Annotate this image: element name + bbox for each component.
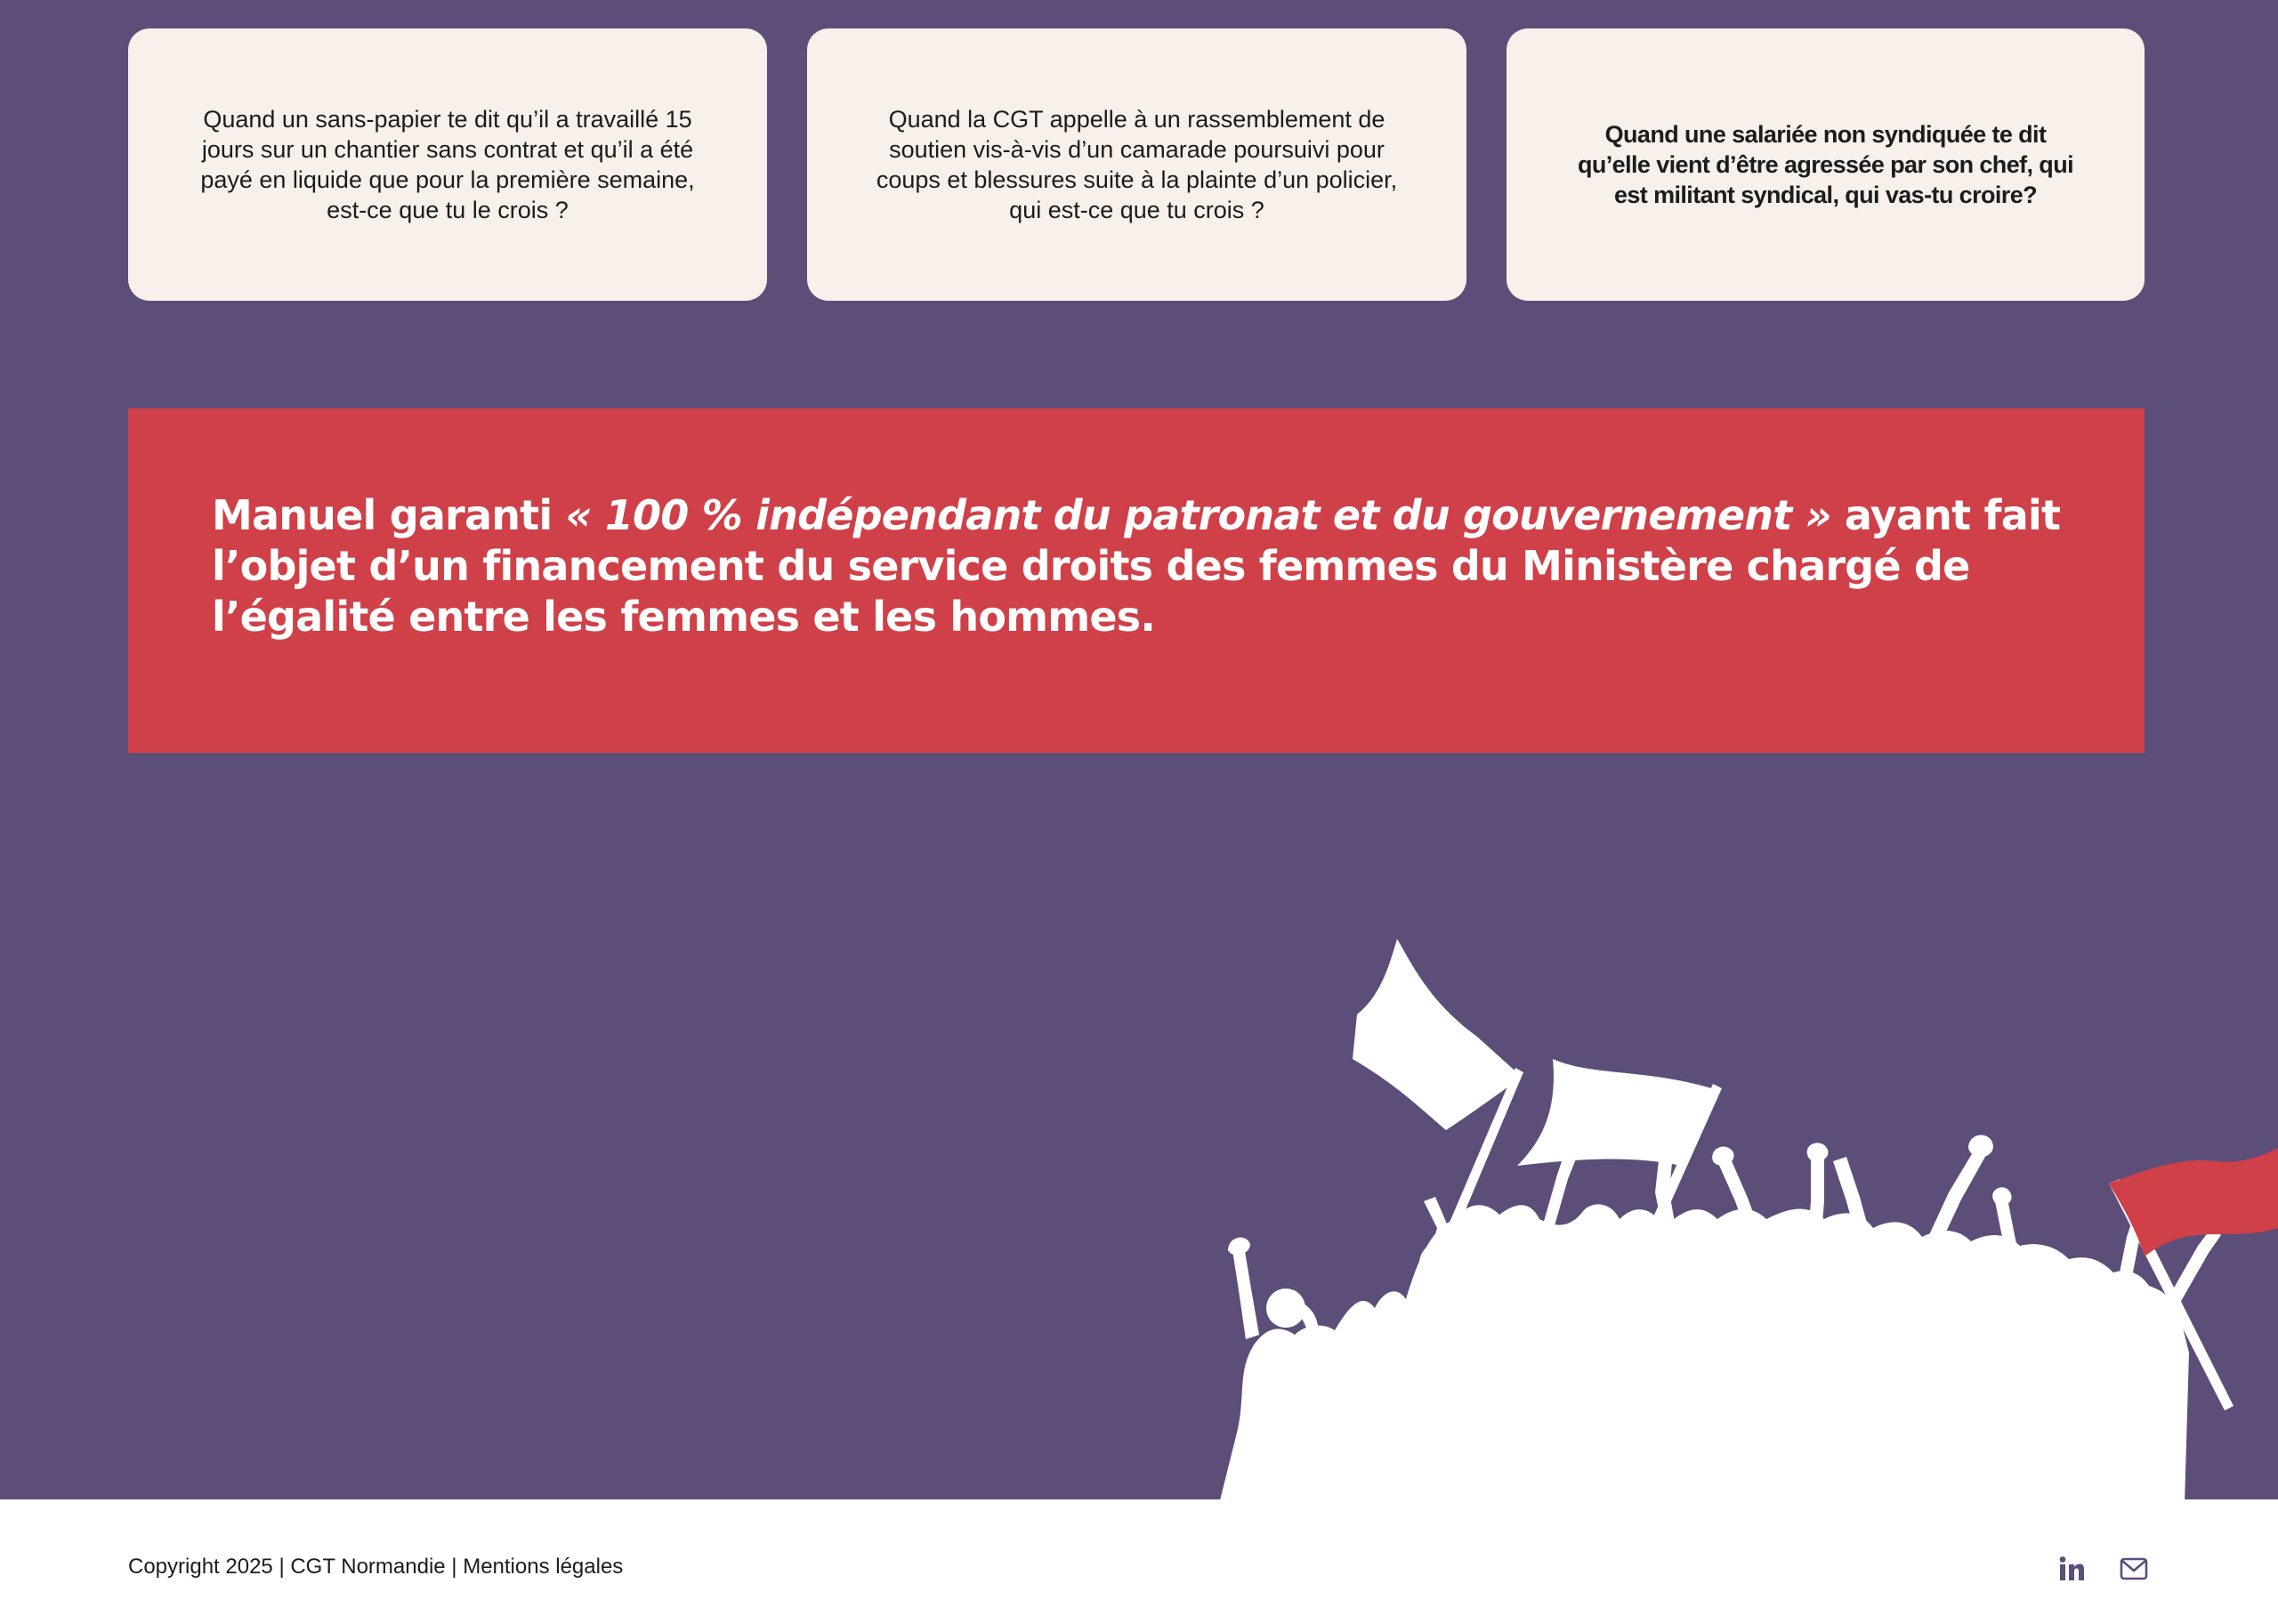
linkedin-link[interactable] — [2054, 1551, 2089, 1587]
white-flag-1 — [1353, 939, 1522, 1130]
linkedin-icon — [2057, 1555, 2086, 1583]
question-card-1 — [128, 28, 767, 301]
funding-banner — [128, 408, 2145, 753]
question-card-3 — [1507, 28, 2145, 301]
question-card-1-text: Quand un sans-papier te dit qu’il a travaillé 15 jours sur un chantier sans contrat et qu’il a été payé en liquide que pour la première semaine, est-ce que tu le crois ? — [200, 106, 695, 223]
mail-link[interactable] — [2116, 1551, 2152, 1587]
question-card-2-text: Quand la CGT appelle à un rassemblement de soutien vis-à-vis d’un camarade poursuivi pour coups et blessures suite à la plainte d’un policier, qui est-ce que tu crois ? — [876, 106, 1398, 223]
copyright-label: Copyright 2025 | CGT Normandie | — [128, 1555, 464, 1579]
banner-suffix: ayant fait l’objet d’un financement du service droits des femmes du Ministère chargé de l’égalité entre les femmes et les hommes. — [212, 491, 2061, 641]
footer — [0, 1499, 2278, 1624]
banner-quote: « 100 % indépendant du patronat et du gouvernement » — [565, 491, 1831, 539]
crowd-silhouette — [1219, 1204, 2189, 1504]
banner-prefix: Manuel garanti — [212, 491, 566, 539]
questions-section — [0, 28, 2278, 301]
mail-icon — [2120, 1557, 2148, 1580]
question-card-3-text: Quand une salariée non syndiquée te dit qu’elle vient d’être agressée par son chef, qui est militant syndical, qui vas-tu croire? — [1578, 121, 2073, 208]
protest-crowd-illustration — [1219, 934, 2278, 1504]
question-card-2 — [807, 28, 1466, 301]
legal-notice-link[interactable]: Mentions légales — [463, 1555, 624, 1579]
copyright-text — [128, 1555, 623, 1580]
